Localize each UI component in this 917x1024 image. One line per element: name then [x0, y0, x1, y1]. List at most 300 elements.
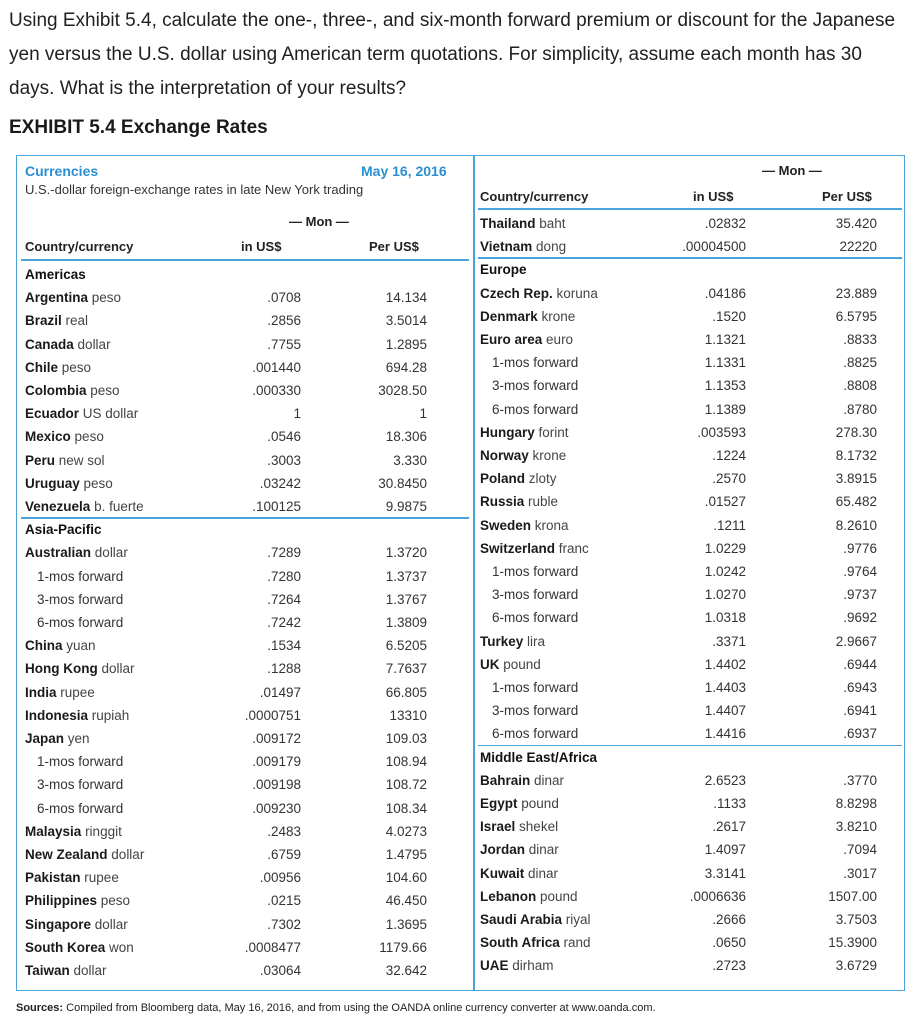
currency-name: new sol — [58, 452, 105, 468]
currency-name: pound — [503, 656, 541, 672]
country-currency — [25, 704, 129, 727]
rate-in-usd: 1 — [293, 406, 301, 422]
rate-in-usd: 1.4407 — [704, 703, 746, 719]
rate-in-usd: .7242 — [267, 615, 301, 630]
rate-in-usd: .1534 — [267, 638, 301, 654]
rate-in-usd: 2.6523 — [704, 772, 746, 788]
country-name: Uruguay — [25, 475, 80, 491]
currency-name: peso — [90, 383, 120, 398]
currency-row — [480, 305, 900, 328]
country-name: Jordan — [480, 842, 526, 858]
section-heading — [480, 258, 900, 281]
rate-in-usd: .0546 — [267, 429, 301, 445]
country-currency — [25, 866, 119, 889]
rate-per-usd: 104.60 — [385, 870, 427, 886]
currency-row — [25, 402, 465, 425]
rate-per-usd: 66.805 — [385, 684, 427, 700]
currency-name: ruble — [528, 494, 559, 510]
currency-name: lira — [527, 633, 546, 649]
country-name: Turkey — [480, 633, 524, 649]
rate-in-usd: 1.4416 — [704, 726, 746, 742]
forward-rate-row — [480, 606, 900, 629]
rate-in-usd: .7302 — [267, 916, 301, 932]
country-name: Singapore — [25, 916, 92, 932]
rate-per-usd: 8.8298 — [835, 796, 877, 811]
currency-row — [25, 472, 465, 495]
country-currency — [25, 449, 105, 472]
rate-in-usd: .003593 — [697, 424, 746, 440]
country-currency — [480, 514, 569, 537]
country-currency — [25, 425, 104, 448]
currency-name: dollar — [73, 963, 107, 978]
rate-in-usd: 1.4402 — [704, 656, 746, 672]
country-name: Canada — [25, 336, 74, 352]
rate-per-usd: 109.03 — [385, 731, 427, 746]
rate-per-usd: 3.330 — [393, 452, 427, 468]
currency-row — [480, 444, 900, 467]
rate-per-usd: .9737 — [843, 587, 877, 603]
forward-rate-row — [25, 773, 465, 796]
forward-rate-row — [480, 676, 900, 699]
rate-per-usd: .9692 — [843, 610, 877, 626]
mon-label-left: — Mon — — [289, 214, 349, 229]
country-name: New Zealand — [25, 847, 108, 862]
country-name: Argentina — [25, 290, 89, 306]
rate-per-usd: 108.94 — [385, 754, 427, 770]
currency-row — [25, 889, 465, 912]
rate-per-usd: 1 — [419, 406, 427, 422]
currency-name: b. fuerte — [94, 499, 144, 514]
rate-in-usd: .100125 — [252, 499, 301, 514]
rate-in-usd: .000330 — [252, 383, 301, 398]
country-name: Philippines — [25, 893, 98, 909]
rate-in-usd: 1.1321 — [704, 332, 746, 347]
currency-name: krone — [532, 448, 567, 463]
currency-row — [25, 425, 465, 448]
sources-text: Compiled from Bloomberg data, May 16, 2016, and from using the OANDA online currency converter at www.oanda.com. — [66, 1002, 656, 1014]
currency-row — [480, 514, 900, 537]
rate-per-usd: 13310 — [389, 707, 427, 723]
country-currency — [480, 421, 569, 444]
rate-per-usd: .8825 — [843, 355, 877, 371]
rate-per-usd: 30.8450 — [378, 475, 427, 491]
currency-name: zloty — [528, 471, 557, 487]
forward-rate-row — [480, 583, 900, 606]
rate-per-usd: .6937 — [843, 726, 877, 742]
rate-per-usd: 46.450 — [385, 893, 427, 909]
rate-per-usd: 1.3767 — [385, 591, 427, 607]
country-name: Japan — [25, 731, 65, 746]
currency-row — [25, 286, 465, 309]
currency-name: dollar — [94, 545, 128, 561]
currency-name: rand — [563, 935, 591, 951]
rate-per-usd: 35.420 — [835, 216, 877, 231]
rate-per-usd: 1.3737 — [385, 568, 427, 584]
currency-row — [25, 379, 465, 402]
forward-rate-row — [25, 565, 465, 588]
country-currency — [480, 769, 564, 792]
rate-in-usd: .01527 — [704, 494, 746, 510]
rate-in-usd: .3371 — [712, 633, 746, 649]
rate-per-usd: .9776 — [843, 540, 877, 556]
col-in-usd-left: in US$ — [241, 239, 282, 254]
currency-row — [25, 541, 465, 564]
country-currency — [25, 379, 120, 402]
country-currency — [480, 537, 589, 560]
currency-row — [25, 356, 465, 379]
sources-note — [16, 1002, 656, 1014]
currency-name: franc — [558, 540, 589, 556]
rate-per-usd: 6.5795 — [835, 308, 877, 324]
rate-in-usd: .1211 — [713, 517, 746, 533]
rate-in-usd: .0008477 — [244, 939, 301, 955]
country-name: Kuwait — [480, 865, 525, 881]
rate-in-usd: .0006636 — [689, 888, 746, 904]
country-currency — [480, 954, 554, 977]
country-currency — [25, 727, 90, 750]
forward-label: 6-mos forward — [37, 615, 124, 630]
table-subtitle: U.S.-dollar foreign-exchange rates in late New York trading — [25, 182, 364, 197]
country-currency — [480, 467, 557, 490]
currency-name: dinar — [534, 772, 565, 788]
country-currency — [480, 792, 559, 815]
currency-row — [25, 866, 465, 889]
col-in-usd-right: in US$ — [693, 189, 734, 204]
country-name: Egypt — [480, 796, 518, 811]
rate-per-usd: 3.5014 — [385, 313, 427, 329]
currency-row — [480, 212, 900, 235]
currency-name: baht — [539, 216, 566, 231]
currency-row — [480, 908, 900, 931]
country-name: Saudi Arabia — [480, 912, 563, 927]
country-currency — [25, 889, 130, 912]
forward-label: 1-mos forward — [37, 754, 124, 770]
country-name: Denmark — [480, 308, 538, 324]
currency-name: dinar — [528, 865, 559, 881]
currency-row — [25, 681, 465, 704]
country-name: Russia — [480, 494, 525, 510]
country-name: Malaysia — [25, 823, 82, 839]
currency-name: peso — [91, 290, 122, 306]
rate-in-usd: .1133 — [713, 796, 746, 811]
country-currency — [25, 843, 144, 866]
forward-rate-row — [480, 699, 900, 722]
forward-label: 3-mos forward — [37, 591, 124, 607]
rate-per-usd: 22220 — [839, 239, 877, 255]
country-currency — [480, 815, 558, 838]
rate-per-usd: .8808 — [843, 378, 877, 394]
currency-row — [480, 954, 900, 977]
country-name: Hong Kong — [25, 661, 98, 677]
currency-row — [25, 843, 465, 866]
rate-per-usd: .3017 — [843, 865, 877, 881]
section-rule — [478, 257, 902, 259]
rate-in-usd: .7280 — [267, 568, 301, 584]
rate-per-usd: 3028.50 — [378, 383, 427, 398]
country-currency — [480, 908, 591, 931]
currency-row — [25, 495, 465, 518]
rate-in-usd: 1.1389 — [704, 401, 746, 417]
country-currency — [25, 286, 121, 309]
section-heading — [25, 263, 465, 286]
country-name: Euro area — [480, 332, 543, 347]
rate-in-usd: .2617 — [712, 819, 746, 835]
section-rule — [21, 517, 469, 519]
country-currency — [480, 305, 575, 328]
forward-label: 3-mos forward — [492, 587, 579, 603]
currency-name: peso — [100, 893, 131, 909]
forward-label: 6-mos forward — [492, 401, 579, 417]
rate-in-usd: .7289 — [267, 545, 301, 561]
rate-per-usd: 4.0273 — [385, 823, 427, 839]
rate-per-usd: 3.7503 — [835, 912, 877, 927]
country-name: Mexico — [25, 429, 71, 445]
rate-in-usd: .01497 — [259, 684, 301, 700]
forward-label: 1-mos forward — [492, 680, 579, 695]
currency-name: dollar — [94, 916, 128, 932]
country-name: Sweden — [480, 517, 532, 533]
country-currency — [25, 309, 88, 332]
rate-in-usd: .2483 — [267, 823, 301, 839]
col-country-left: Country/currency — [25, 239, 134, 254]
country-currency — [480, 931, 591, 954]
country-currency — [25, 541, 128, 564]
rate-per-usd: .6944 — [843, 656, 877, 672]
section-rule — [478, 745, 902, 747]
rate-in-usd: .1224 — [712, 448, 746, 463]
country-name: Lebanon — [480, 888, 537, 904]
mon-label-right: — Mon — — [762, 163, 822, 178]
rate-in-usd: 1.1331 — [704, 355, 746, 371]
rate-in-usd: .3003 — [267, 452, 301, 468]
currency-name: pound — [521, 796, 559, 811]
rate-per-usd: .3770 — [843, 772, 877, 788]
rate-per-usd: 3.6729 — [835, 958, 877, 974]
currency-row — [25, 727, 465, 750]
col-country-right: Country/currency — [480, 189, 589, 204]
country-currency — [25, 959, 107, 982]
country-name: Taiwan — [25, 963, 70, 978]
currency-name: pound — [540, 888, 578, 904]
country-currency — [25, 472, 113, 495]
rate-per-usd: 1.3695 — [385, 916, 427, 932]
rate-per-usd: 1.3809 — [385, 615, 427, 630]
rate-per-usd: .6941 — [843, 703, 877, 719]
country-currency — [480, 444, 566, 467]
currency-row — [25, 634, 465, 657]
country-name: Israel — [480, 819, 516, 835]
rate-in-usd: 1.4403 — [704, 680, 746, 695]
rate-per-usd: 2.9667 — [835, 633, 877, 649]
rate-in-usd: .04186 — [704, 285, 746, 301]
rate-per-usd: 6.5205 — [385, 638, 427, 654]
country-currency — [480, 653, 541, 676]
country-name: South Korea — [25, 939, 106, 955]
header-rule-right — [478, 208, 902, 210]
rate-in-usd: .03064 — [259, 963, 301, 978]
country-currency — [480, 282, 598, 305]
rate-per-usd: 32.642 — [385, 963, 427, 978]
rate-per-usd: 8.1732 — [835, 448, 877, 463]
country-currency — [480, 630, 545, 653]
rate-per-usd: 3.8915 — [835, 471, 877, 487]
col-per-usd-right: Per US$ — [822, 189, 872, 204]
currency-row — [480, 653, 900, 676]
rate-in-usd: .2856 — [267, 313, 301, 329]
rate-per-usd: 8.2610 — [835, 517, 877, 533]
currency-row — [25, 309, 465, 332]
country-name: Venezuela — [25, 499, 91, 514]
rate-in-usd: 1.4097 — [704, 842, 746, 858]
currency-name: real — [65, 313, 89, 329]
rate-per-usd: 1.3720 — [385, 545, 427, 561]
rate-per-usd: .9764 — [843, 564, 877, 579]
country-name: India — [25, 684, 57, 700]
rate-in-usd: .1520 — [712, 308, 746, 324]
country-currency — [480, 862, 558, 885]
forward-label: 6-mos forward — [492, 726, 579, 742]
currency-name: peso — [61, 359, 92, 375]
section-label: Middle East/Africa — [480, 749, 598, 765]
currency-row — [480, 862, 900, 885]
currency-name: shekel — [519, 819, 559, 835]
currency-name: rupiah — [91, 707, 130, 723]
rate-in-usd: .0215 — [267, 893, 301, 909]
forward-label: 6-mos forward — [492, 610, 579, 626]
country-name: Brazil — [25, 313, 62, 329]
section-label: Americas — [25, 267, 86, 282]
currency-name: ringgit — [85, 823, 122, 839]
currency-name: dollar — [77, 336, 111, 352]
rate-per-usd: 1.4795 — [385, 847, 427, 862]
forward-rate-row — [480, 351, 900, 374]
currency-name: koruna — [556, 285, 598, 301]
currency-row — [25, 959, 465, 982]
country-name: Czech Rep. — [480, 285, 553, 301]
country-name: UAE — [480, 958, 509, 974]
currency-row — [480, 769, 900, 792]
country-name: Indonesia — [25, 707, 89, 723]
currency-row — [480, 630, 900, 653]
currency-row — [480, 885, 900, 908]
forward-rate-row — [25, 750, 465, 773]
forward-label: 1-mos forward — [492, 355, 579, 371]
rate-per-usd: 108.72 — [385, 777, 427, 793]
section-label: Europe — [480, 262, 527, 278]
country-name: Thailand — [480, 216, 536, 231]
forward-rate-row — [480, 374, 900, 397]
currency-row — [25, 704, 465, 727]
country-currency — [480, 838, 559, 861]
rate-per-usd: 3.8210 — [835, 819, 877, 835]
rate-per-usd: .7094 — [843, 842, 877, 858]
rate-in-usd: .2570 — [712, 471, 746, 487]
rate-in-usd: .7755 — [267, 336, 301, 352]
forward-label: 3-mos forward — [37, 777, 124, 793]
country-currency — [480, 235, 566, 258]
rate-per-usd: 278.30 — [835, 424, 877, 440]
country-name: UK — [480, 656, 500, 672]
rate-in-usd: .2723 — [712, 958, 746, 974]
currency-row — [480, 838, 900, 861]
country-currency — [25, 913, 128, 936]
country-name: South Africa — [480, 935, 560, 951]
rate-in-usd: .0650 — [712, 935, 746, 951]
currency-row — [25, 913, 465, 936]
currency-name: dollar — [101, 661, 135, 677]
rate-in-usd: .009172 — [252, 731, 301, 746]
section-heading — [480, 746, 900, 769]
rate-in-usd: .009198 — [252, 777, 301, 793]
rate-per-usd: 694.28 — [385, 359, 427, 375]
rate-in-usd: 1.0270 — [704, 587, 746, 603]
rate-in-usd: .2666 — [712, 912, 746, 927]
rate-in-usd: .6759 — [267, 847, 301, 862]
currency-row — [480, 421, 900, 444]
rate-per-usd: 65.482 — [835, 494, 877, 510]
currency-row — [480, 537, 900, 560]
forward-label: 6-mos forward — [37, 800, 124, 816]
country-currency — [25, 333, 111, 356]
rate-per-usd: 108.34 — [385, 800, 427, 816]
rate-in-usd: .03242 — [259, 475, 301, 491]
rate-in-usd: .009230 — [252, 800, 301, 816]
sources-label: Sources: — [16, 1002, 64, 1014]
currency-row — [25, 820, 465, 843]
exchange-rate-table — [16, 155, 905, 991]
currency-row — [25, 936, 465, 959]
rate-in-usd: .0708 — [267, 290, 301, 306]
currency-name: forint — [538, 424, 569, 440]
forward-rate-row — [25, 588, 465, 611]
country-name: Hungary — [480, 424, 535, 440]
col-per-usd-left: Per US$ — [369, 239, 419, 254]
currency-row — [480, 235, 900, 258]
forward-rate-row — [480, 398, 900, 421]
currency-row — [480, 490, 900, 513]
exhibit-title: EXHIBIT 5.4 Exchange Rates — [9, 117, 268, 138]
currency-name: krona — [534, 517, 569, 533]
currency-row — [480, 792, 900, 815]
currency-row — [25, 657, 465, 680]
rate-in-usd: 1.0242 — [704, 564, 746, 579]
country-currency — [25, 936, 134, 959]
rate-in-usd: .001440 — [252, 359, 301, 375]
rate-in-usd: 1.0318 — [704, 610, 746, 626]
currency-row — [480, 815, 900, 838]
currency-name: krone — [541, 308, 576, 324]
currency-name: yuan — [66, 638, 96, 654]
currency-row — [480, 282, 900, 305]
country-currency — [25, 495, 144, 518]
country-name: Chile — [25, 359, 59, 375]
rate-per-usd: .8833 — [843, 332, 877, 347]
forward-label: 1-mos forward — [492, 564, 579, 579]
currency-name: peso — [74, 429, 104, 445]
rate-per-usd: 23.889 — [835, 285, 877, 301]
rate-in-usd: .0000751 — [244, 707, 301, 723]
currency-row — [480, 467, 900, 490]
currency-name: US dollar — [82, 406, 139, 422]
country-currency — [25, 820, 122, 843]
country-currency — [25, 356, 91, 379]
rate-per-usd: 15.3900 — [828, 935, 877, 951]
currency-name: rupee — [84, 870, 119, 886]
question-text: Using Exhibit 5.4, calculate the one-, three-, and six-month forward premium or discount for the Japanese yen versus the U.S. dollar using American term quotations. For simplicity, assume each month has 30 days. What is the interpretation of your results? — [9, 10, 896, 99]
country-currency — [480, 885, 578, 908]
country-name: Vietnam — [480, 239, 533, 255]
forward-rate-row — [480, 722, 900, 745]
